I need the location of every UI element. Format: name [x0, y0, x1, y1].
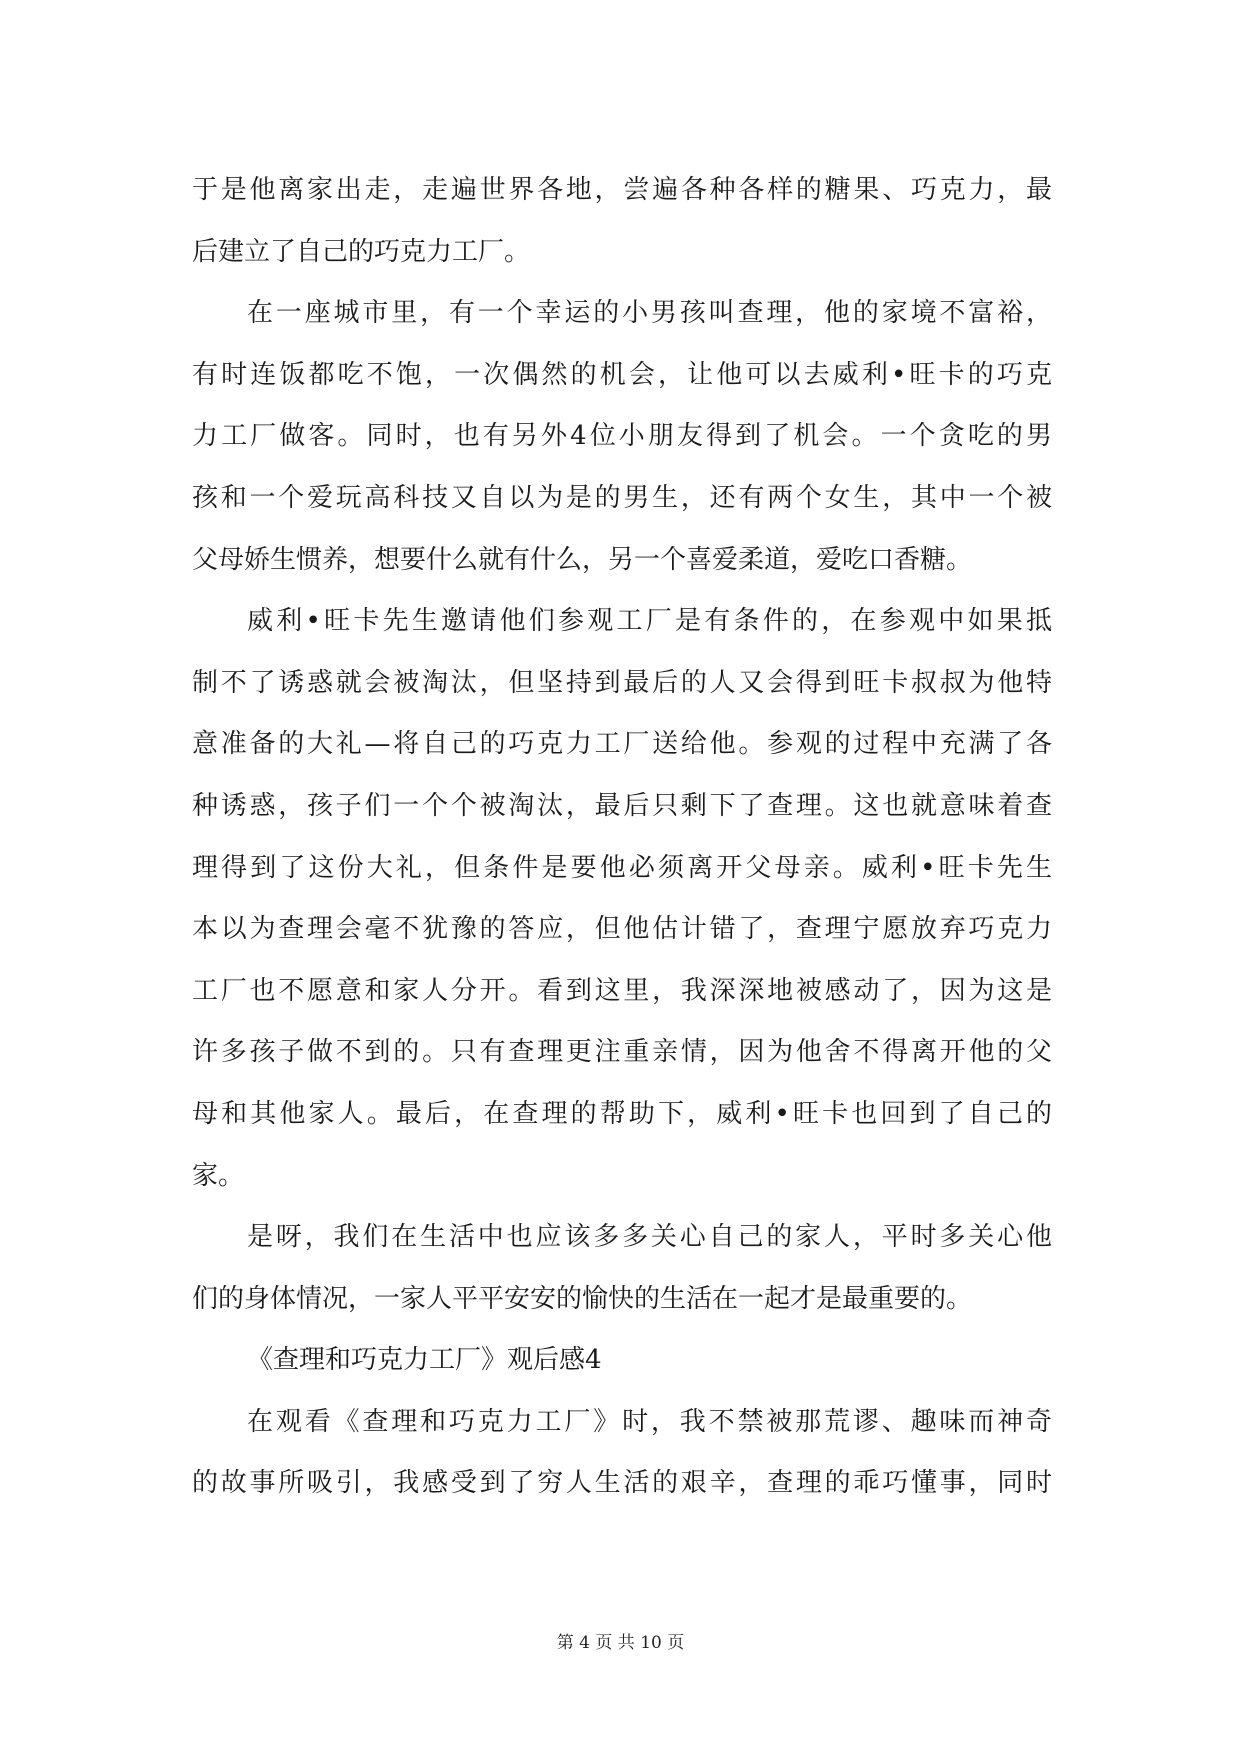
text-line: 工厂也不愿意和家人分开。看到这里，我深深地被感动了，因为这是: [192, 975, 1052, 1006]
text-line: 理得到了这份大礼，但条件是要他必须离开父母亲。威利•旺卡先生: [192, 852, 1052, 883]
paragraph-first-line: 在观看《查理和巧克力工厂》时，我不禁被那荒谬、趣味而神奇: [247, 1406, 1052, 1437]
paragraph-first-line: 在一座城市里，有一个幸运的小男孩叫查理，他的家境不富裕，: [247, 298, 1052, 329]
text-line: 的故事所吸引，我感受到了穷人生活的艰辛，查理的乖巧懂事，同时: [192, 1468, 1052, 1499]
text-line: 力工厂做客。同时，也有另外4位小朋友得到了机会。一个贪吃的男: [192, 421, 1052, 452]
page-footer: 第 4 页 共 10 页: [556, 1633, 685, 1653]
text-line: 种诱惑，孩子们一个个被淘汰，最后只剩下了查理。这也就意味着查: [192, 790, 1052, 821]
text-line: 母和其他家人。最后，在查理的帮助下，威利•旺卡也回到了自己的: [192, 1098, 1052, 1129]
text-line: 孩和一个爱玩高科技又自以为是的男生，还有两个女生，其中一个被: [192, 482, 1052, 513]
text-line: 意准备的大礼—将自己的巧克力工厂送给他。参观的过程中充满了各: [192, 729, 1052, 760]
text-line: 家。: [192, 1160, 245, 1191]
text-line: 有时连饭都吃不饱，一次偶然的机会，让他可以去威利•旺卡的巧克: [192, 359, 1052, 390]
section-heading: 《查理和巧克力工厂》观后感4: [247, 1345, 602, 1376]
text-line: 们的身体情况，一家人平平安安的愉快的生活在一起才是最重要的。: [192, 1283, 973, 1314]
paragraph-first-line: 是呀，我们在生活中也应该多多关心自己的家人，平时多关心他: [247, 1222, 1052, 1253]
text-line: 于是他离家出走，走遍世界各地，尝遍各种各样的糖果、巧克力，最: [192, 175, 1052, 205]
paragraph-first-line: 威利•旺卡先生邀请他们参观工厂是有条件的，在参观中如果抵: [247, 606, 1052, 637]
text-line: 父母娇生惯养，想要什么就有什么，另一个喜爱柔道，爱吃口香糖。: [192, 544, 973, 575]
text-line: 本以为查理会毫不犹豫的答应，但他估计错了，查理宁愿放弃巧克力: [192, 914, 1052, 945]
text-line: 许多孩子做不到的。只有查理更注重亲情，因为他舍不得离开他的父: [192, 1037, 1052, 1068]
document-body: [192, 160, 1052, 1515]
text-line: 后建立了自己的巧克力工厂。: [192, 236, 531, 267]
text-line: 制不了诱惑就会被淘汰，但坚持到最后的人又会得到旺卡叔叔为他特: [192, 667, 1052, 698]
